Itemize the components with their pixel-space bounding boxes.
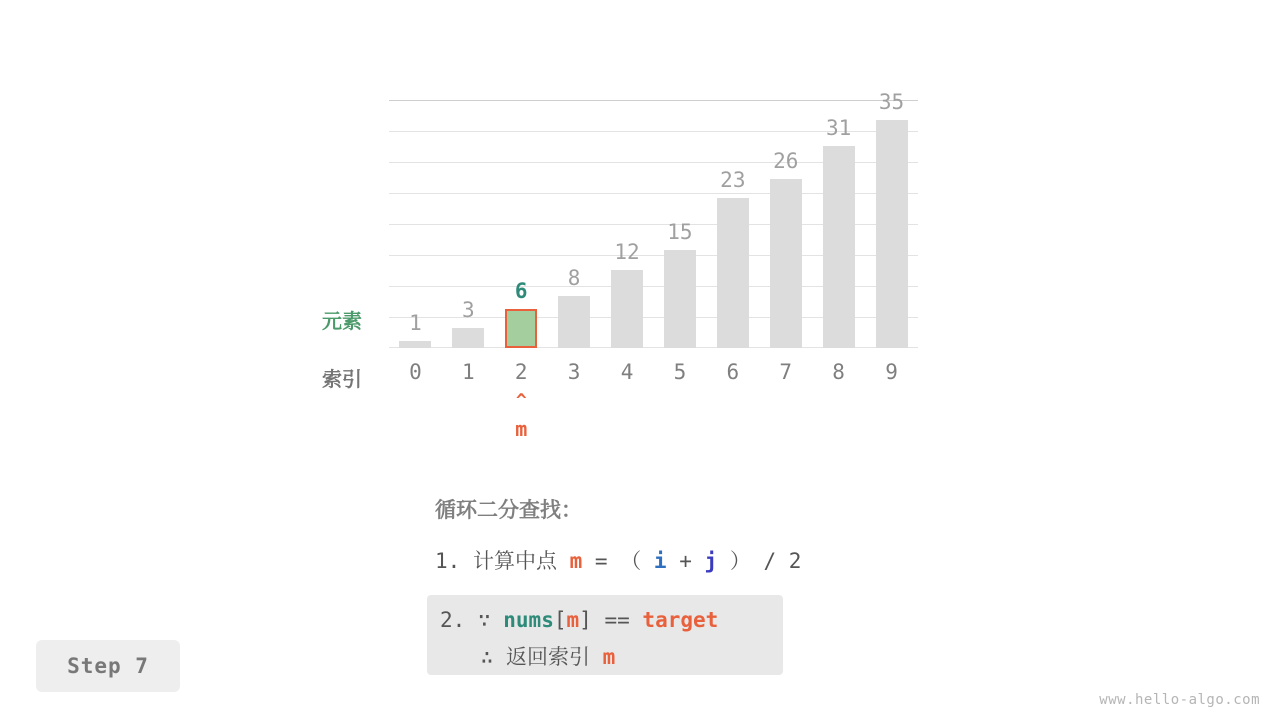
bar [399, 341, 431, 348]
bar-slot [865, 90, 918, 348]
caret-icon: ^ [515, 390, 527, 411]
bar [664, 250, 696, 348]
line2-eqeq: == [604, 608, 630, 632]
pointer-m [495, 392, 548, 442]
bar [717, 198, 749, 348]
bar-slot [601, 100, 654, 348]
line1-divide: / [763, 549, 777, 573]
bar-value-label: 15 [667, 220, 693, 244]
bar-slot [442, 100, 495, 348]
bar-slot [759, 100, 812, 348]
line1-var-i: i [653, 549, 667, 573]
caption-block [435, 494, 855, 578]
index-label: 7 [779, 360, 793, 384]
line1-var-m: m [569, 549, 583, 573]
bar-highlighted [505, 309, 537, 348]
bar-slot [654, 100, 707, 348]
index-label: 1 [462, 360, 475, 384]
line1-var-j: j [704, 549, 718, 573]
bar-slot [812, 100, 865, 348]
line3-var-m: m [602, 645, 616, 669]
caption-line-3 [440, 639, 840, 676]
caption-title: 循环二分查找： [435, 498, 582, 522]
line2-rbracket: ] [579, 608, 592, 632]
bar-slot [495, 100, 548, 348]
line2-target: target [642, 608, 719, 632]
bar-value-label: 31 [825, 116, 852, 140]
index-label: 2 [514, 360, 528, 384]
caption-line-1 [435, 544, 855, 578]
line1-text: 计算中点 [472, 549, 557, 573]
highlight-content [440, 602, 840, 676]
line1-equals: = [594, 549, 608, 573]
line2-lbracket: [ [553, 608, 567, 632]
line2-var-m: m [566, 608, 580, 632]
step-badge: Step 7 [36, 640, 180, 692]
caption-line-2 [440, 602, 840, 639]
bar [823, 146, 855, 348]
index-label: 4 [620, 360, 634, 384]
bar-slot [389, 100, 442, 348]
bar [558, 296, 590, 348]
line3-text: 返回索引 [505, 645, 590, 669]
bar-value-label: 23 [720, 168, 746, 192]
line1-plus: + [679, 549, 692, 573]
bar [876, 120, 908, 348]
bar-value-label: 26 [773, 149, 799, 173]
index-label: 0 [409, 360, 422, 384]
pointer-m-label: m [515, 417, 528, 441]
bar-value-label: 12 [614, 240, 640, 264]
line1-open-paren: （ [620, 549, 642, 573]
line1-two: 2 [788, 549, 802, 573]
bar-chart [389, 90, 918, 348]
index-label: 8 [832, 360, 845, 384]
watermark: www.hello-algo.com [1099, 692, 1260, 708]
bar-slot [706, 100, 759, 348]
index-label: 9 [885, 360, 898, 384]
line1-number: 1. [435, 549, 461, 573]
index-label: 6 [726, 360, 740, 384]
index-label: 3 [567, 360, 581, 384]
line3-therefore-icon: ∴ [480, 645, 494, 669]
bar [611, 270, 643, 348]
index-label: 5 [673, 360, 687, 384]
bar-value-label: 1 [409, 311, 422, 335]
bar-value-label: 3 [462, 298, 475, 322]
index-axis [389, 360, 918, 392]
line1-close-paren: ） [729, 549, 751, 573]
bar-slot [548, 100, 601, 348]
line2-nums: nums [503, 608, 554, 632]
bar-value-label: 35 [878, 90, 905, 114]
bar-value-label: 6 [514, 279, 528, 303]
bar [770, 179, 802, 348]
bar [452, 328, 484, 348]
element-row-label: 元素 [322, 309, 362, 333]
bar-value-label: 8 [567, 266, 581, 290]
line2-number: 2. [440, 608, 466, 632]
line2-because-icon: ∵ [477, 608, 491, 632]
index-row-label: 索引 [322, 367, 362, 391]
